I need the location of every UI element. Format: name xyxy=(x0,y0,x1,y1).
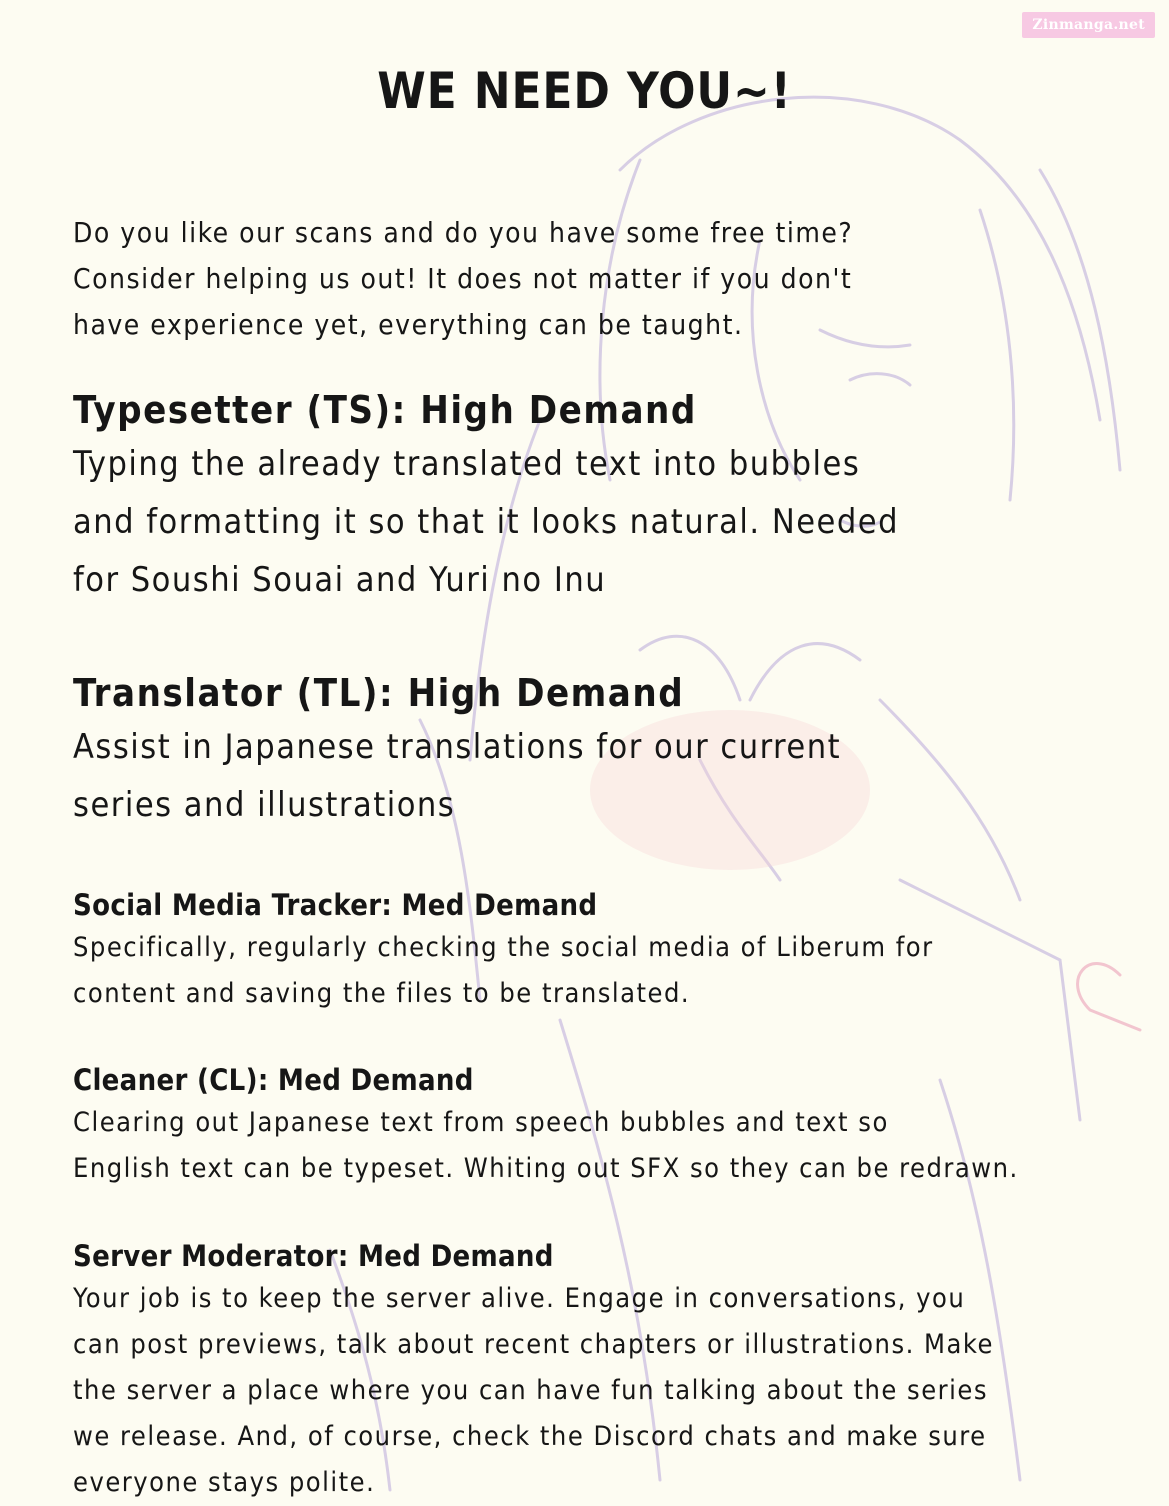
role-description: Assist in Japanese translations for our current series and illustrations xyxy=(73,727,842,825)
role-heading: Typesetter (TS): High Demand xyxy=(73,388,697,432)
role-description: Clearing out Japanese text from speech bubbles and text so English text can be typeset. Whiting out SFX so they can be redrawn. xyxy=(73,1107,1019,1184)
role-heading: Translator (TL): High Demand xyxy=(73,671,685,715)
role-cleaner xyxy=(73,1060,1073,1192)
role-heading: Cleaner (CL): Med Demand xyxy=(73,1063,474,1097)
role-description: Your job is to keep the server alive. Engage in conversations, you can post previews, talk about recent chapters or illustrations. Make the server a place where you can have fun talking about the series we release. And, of course, check the Discord chats and make sure everyone stays polite. xyxy=(73,1283,994,1498)
role-description: Typing the already translated text into bubbles and formatting it so that it looks natural. Needed for Soushi Souai and Yuri no Inu xyxy=(73,444,900,600)
site-watermark: Zinmanga.net xyxy=(1022,12,1155,38)
role-server-moderator xyxy=(73,1236,1073,1506)
page-title: WE NEED YOU~! xyxy=(377,62,792,120)
role-translator xyxy=(73,668,973,834)
role-description: Specifically, regularly checking the social media of Liberum for content and saving the files to be translated. xyxy=(73,932,934,1009)
role-heading: Social Media Tracker: Med Demand xyxy=(73,888,598,922)
role-typesetter xyxy=(73,385,973,609)
role-heading: Server Moderator: Med Demand xyxy=(73,1239,554,1273)
intro-paragraph: Do you like our scans and do you have some free time? Consider helping us out! It does not matter if you don't have experience yet, everything can be taught. xyxy=(73,216,854,341)
role-social-media-tracker xyxy=(73,885,1073,1017)
